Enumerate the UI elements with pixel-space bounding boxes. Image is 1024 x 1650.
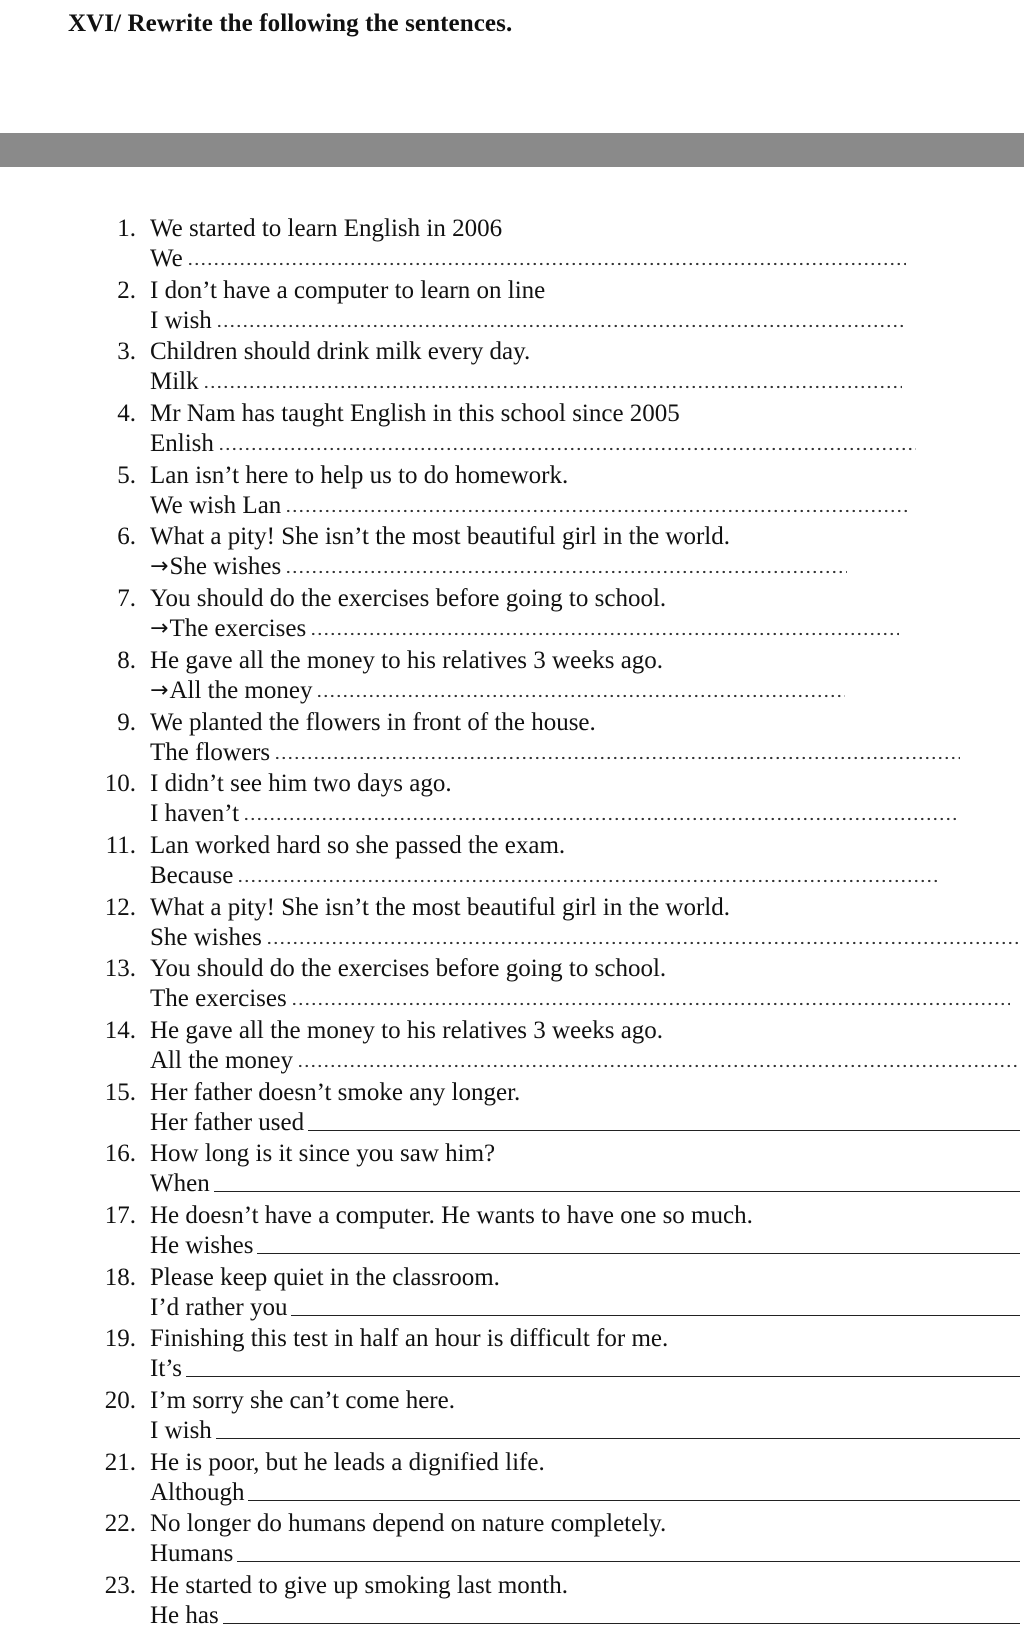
answer-dotted-blank[interactable] xyxy=(218,445,916,453)
exercise-number: 3. xyxy=(117,338,136,366)
exercise-item xyxy=(0,1386,1024,1448)
exercise-number: 4. xyxy=(117,400,136,428)
answer-dotted-blank[interactable] xyxy=(274,754,960,762)
exercise-sentence: Mr Nam has taught English in this school since 2005 xyxy=(150,400,680,428)
answer-dotted-blank[interactable] xyxy=(291,1000,1010,1008)
answer-dotted-blank[interactable] xyxy=(243,815,960,823)
answer-line xyxy=(150,1354,1020,1384)
exercise-number: 10. xyxy=(104,770,136,798)
exercise-item xyxy=(0,646,1024,708)
answer-line xyxy=(150,1416,1020,1446)
exercise-sentence: Please keep quiet in the classroom. xyxy=(150,1263,500,1291)
exercise-item xyxy=(0,1509,1024,1571)
answer-prompt: Her father used xyxy=(150,1108,305,1136)
exercise-item xyxy=(0,1201,1024,1263)
answer-dotted-blank[interactable] xyxy=(187,260,906,268)
answer-line xyxy=(150,1601,1020,1631)
answer-prompt: It’s xyxy=(150,1355,182,1383)
answer-dotted-blank[interactable] xyxy=(266,939,1020,947)
answer-line xyxy=(150,676,845,706)
exercise-number: 6. xyxy=(117,523,136,551)
answer-prompt: The flowers xyxy=(150,738,271,766)
exercise-number: 1. xyxy=(117,215,136,242)
exercise-item xyxy=(0,769,1024,831)
answer-line xyxy=(150,429,916,459)
answer-line xyxy=(150,1231,1020,1261)
exercise-sentence: Her father doesn’t smoke any longer. xyxy=(150,1078,521,1106)
exercise-item xyxy=(0,522,1024,584)
answer-blank-line[interactable] xyxy=(214,1191,1020,1192)
answer-line xyxy=(150,1478,1020,1508)
answer-prompt: The exercises xyxy=(150,985,287,1013)
section-heading: XVI/ Rewrite the following the sentences. xyxy=(68,10,513,37)
answer-prompt: I wish xyxy=(150,306,212,334)
answer-line xyxy=(150,1046,1020,1076)
answer-line xyxy=(150,799,960,829)
answer-prompt: Although xyxy=(150,1478,245,1506)
answer-dotted-blank[interactable] xyxy=(316,692,845,700)
exercise-list xyxy=(0,214,1024,1633)
exercise-item xyxy=(0,1324,1024,1386)
answer-prompt: All the money xyxy=(150,1046,294,1074)
exercise-number: 18. xyxy=(104,1263,136,1291)
exercise-item xyxy=(0,1571,1024,1633)
answer-prompt: We xyxy=(150,245,183,272)
answer-prompt: She wishes xyxy=(169,553,282,581)
answer-line xyxy=(150,1539,1020,1569)
cropped-top-line xyxy=(0,0,1024,6)
answer-line xyxy=(150,614,899,644)
right-arrow-icon: → xyxy=(150,677,169,703)
answer-prompt: Enlish xyxy=(150,430,214,458)
answer-blank-line[interactable] xyxy=(257,1253,1020,1254)
answer-dotted-blank[interactable] xyxy=(285,507,910,515)
answer-prompt: Humans xyxy=(150,1540,234,1568)
exercise-sentence: He started to give up smoking last month. xyxy=(150,1572,569,1600)
answer-prompt: I’d rather you xyxy=(150,1293,288,1321)
exercise-number: 11. xyxy=(105,831,136,859)
answer-dotted-blank[interactable] xyxy=(237,877,938,885)
exercise-number: 17. xyxy=(104,1202,136,1229)
answer-line xyxy=(150,244,906,274)
exercise-sentence: Lan worked hard so she passed the exam. xyxy=(150,831,566,859)
exercise-number: 13. xyxy=(104,955,136,983)
answer-dotted-blank[interactable] xyxy=(203,383,902,391)
exercise-sentence: He is poor, but he leads a dignified life. xyxy=(150,1448,545,1476)
exercise-number: 21. xyxy=(104,1448,136,1476)
exercise-item xyxy=(0,831,1024,893)
answer-blank-line[interactable] xyxy=(186,1376,1020,1377)
exercise-number: 7. xyxy=(117,585,136,613)
exercise-sentence: We planted the flowers in front of the house. xyxy=(150,708,596,736)
gray-divider-band xyxy=(0,133,1024,167)
exercise-number: 9. xyxy=(117,708,136,736)
answer-line xyxy=(150,367,902,397)
answer-blank-line[interactable] xyxy=(216,1438,1020,1439)
exercise-sentence: He doesn’t have a computer. He wants to have one so much. xyxy=(150,1202,753,1229)
answer-prompt: He wishes xyxy=(150,1232,254,1259)
answer-blank-line[interactable] xyxy=(237,1561,1020,1562)
answer-prompt: The exercises xyxy=(169,615,307,643)
exercise-sentence: I’m sorry she can’t come here. xyxy=(150,1387,455,1415)
answer-prompt: She wishes xyxy=(150,923,262,951)
exercise-sentence: You should do the exercises before going to school. xyxy=(150,955,667,983)
exercise-number: 16. xyxy=(104,1140,136,1168)
exercise-item xyxy=(0,1263,1024,1325)
answer-line xyxy=(150,1108,1020,1138)
answer-line xyxy=(150,491,910,521)
exercise-item xyxy=(0,584,1024,646)
answer-prompt: We wish Lan xyxy=(150,491,282,519)
exercise-sentence: Finishing this test in half an hour is difficult for me. xyxy=(150,1325,669,1353)
exercise-item xyxy=(0,1078,1024,1140)
exercise-sentence: What a pity! She isn’t the most beautiful girl in the world. xyxy=(150,893,730,921)
exercise-item xyxy=(0,1016,1024,1078)
answer-line xyxy=(150,1293,1020,1323)
answer-prompt: Because xyxy=(150,861,234,889)
right-arrow-icon: → xyxy=(150,554,169,580)
answer-prompt: I wish xyxy=(150,1417,212,1445)
answer-line xyxy=(150,923,1020,953)
exercise-number: 23. xyxy=(104,1572,136,1600)
answer-prompt: Milk xyxy=(150,368,199,396)
exercise-item xyxy=(0,399,1024,461)
exercise-number: 8. xyxy=(117,646,136,674)
answer-line xyxy=(150,306,906,336)
answer-line xyxy=(150,738,960,768)
answer-prompt: I haven’t xyxy=(150,800,240,828)
exercise-item xyxy=(0,1139,1024,1201)
answer-blank-line[interactable] xyxy=(223,1623,1020,1624)
exercise-item xyxy=(0,214,1024,276)
exercise-sentence: How long is it since you saw him? xyxy=(150,1140,496,1168)
answer-line xyxy=(150,861,938,891)
exercise-item xyxy=(0,337,1024,399)
exercise-item xyxy=(0,954,1024,1016)
exercise-number: 19. xyxy=(104,1325,136,1353)
exercise-item xyxy=(0,1448,1024,1510)
exercise-sentence: No longer do humans depend on nature completely. xyxy=(150,1510,667,1538)
answer-blank-line[interactable] xyxy=(291,1315,1020,1316)
answer-line xyxy=(150,984,1010,1014)
answer-dotted-blank[interactable] xyxy=(297,1062,1020,1070)
exercise-sentence: I don’t have a computer to learn on line xyxy=(150,276,546,304)
exercise-sentence: What a pity! She isn’t the most beautiful girl in the world. xyxy=(150,523,730,551)
exercise-item xyxy=(0,708,1024,770)
answer-dotted-blank[interactable] xyxy=(216,322,906,330)
right-arrow-icon: → xyxy=(150,616,169,642)
exercise-number: 12. xyxy=(104,893,136,921)
exercise-sentence: We started to learn English in 2006 xyxy=(150,215,503,242)
exercise-sentence: He gave all the money to his relatives 3 weeks ago. xyxy=(150,646,664,674)
answer-line xyxy=(150,552,847,582)
exercise-number: 5. xyxy=(117,461,136,489)
answer-dotted-blank[interactable] xyxy=(285,568,847,576)
answer-dotted-blank[interactable] xyxy=(310,630,899,638)
exercise-number: 20. xyxy=(104,1387,136,1415)
exercise-number: 14. xyxy=(104,1016,136,1044)
answer-prompt: He has xyxy=(150,1602,219,1630)
exercise-item xyxy=(0,276,1024,338)
exercise-sentence: Lan isn’t here to help us to do homework. xyxy=(150,461,569,489)
exercise-number: 22. xyxy=(104,1510,136,1538)
answer-blank-line[interactable] xyxy=(248,1500,1020,1501)
exercise-item xyxy=(0,893,1024,955)
answer-blank-line[interactable] xyxy=(308,1130,1020,1131)
answer-prompt: All the money xyxy=(169,676,313,704)
exercise-number: 15. xyxy=(104,1078,136,1106)
exercise-sentence: You should do the exercises before going to school. xyxy=(150,585,667,613)
exercise-number: 2. xyxy=(117,276,136,304)
answer-prompt: When xyxy=(150,1170,210,1198)
exercise-sentence: I didn’t see him two days ago. xyxy=(150,770,452,798)
exercise-sentence: He gave all the money to his relatives 3 weeks ago. xyxy=(150,1016,664,1044)
answer-line xyxy=(150,1169,1020,1199)
exercise-sentence: Children should drink milk every day. xyxy=(150,338,531,366)
exercise-item xyxy=(0,461,1024,523)
